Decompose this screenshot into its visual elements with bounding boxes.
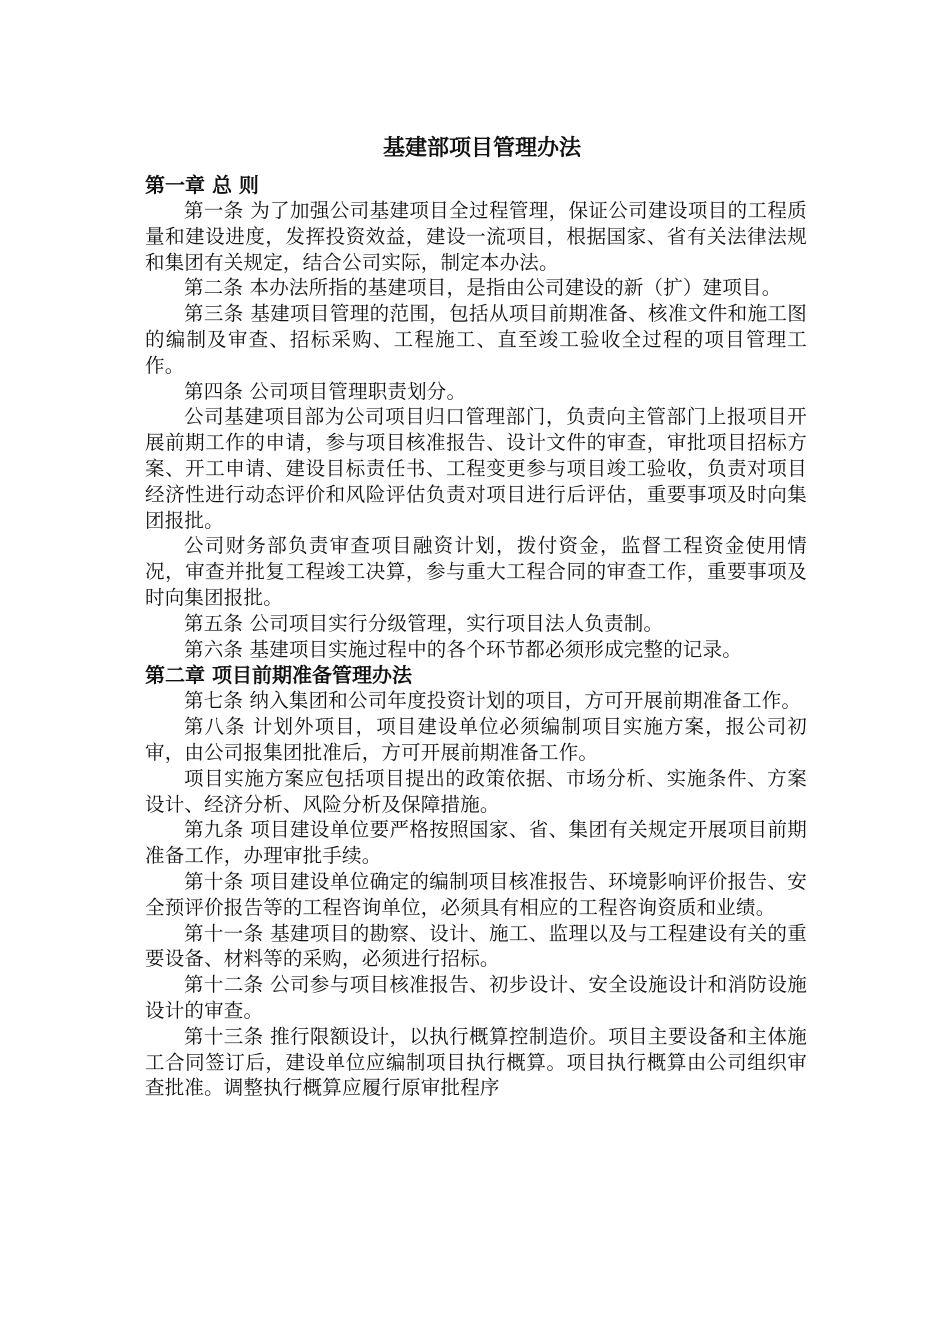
article-paragraph: 第二条 本办法所指的基建项目，是指由公司建设的新（扩）建项目。 [184,276,782,300]
article-paragraph: 第十二条 公司参与项目核准报告、初步设计、安全设施设计和消防设施设计的审查。 [145,973,807,1022]
article-paragraph: 第七条 纳入集团和公司年度投资计划的项目，方可开展前期准备工作。 [184,689,802,713]
document-title: 基建部项目管理办法 [382,136,581,161]
chapter-heading: 第一章 总 则 [145,173,259,197]
article-paragraph: 第九条 项目建设单位要严格按照国家、省、集团有关规定开展项目前期准备工作，办理审批手续。 [145,818,807,868]
document-body [145,172,807,1101]
article-paragraph: 第十条 项目建设单位确定的编制项目核准报告、环境影响评价报告、安全预评价报告等的工程咨询单位，必须具有相应的工程咨询资质和业绩。 [145,869,807,919]
chapter-heading: 第二章 项目前期准备管理办法 [145,663,412,688]
article-paragraph: 第五条 公司项目实行分级管理，实行项目法人负责制。 [184,611,664,635]
article-paragraph: 第三条 基建项目管理的范围，包括从项目前期准备、核准文件和施工图的编制及审查、招标采购、工程施工、直至竣工验收全过程的项目管理工作。 [145,302,807,377]
article-paragraph: 第八条 计划外项目，项目建设单位必须编制项目实施方案，报公司初审，由公司报集团批准后，方可开展前期准备工作。 [145,715,807,764]
article-paragraph: 第十一条 基建项目的勘察、设计、施工、监理以及与工程建设有关的重要设备、材料等的采购，必须进行招标。 [145,921,807,971]
article-paragraph: 第六条 基建项目实施过程中的各个环节都必须形成完整的记录。 [184,637,742,661]
article-paragraph: 第十三条 推行限额设计，以执行概算控制造价。项目主要设备和主体施工合同签订后，建设单位应编制项目执行概算。项目执行概算由公司组织审查批准。调整执行概算应履行原审批程序 [145,1024,807,1100]
article-paragraph: 项目实施方案应包括项目提出的政策依据、市场分析、实施条件、方案设计、经济分析、风险分析及保障措施。 [145,766,807,816]
article-paragraph: 公司财务部负责审查项目融资计划，拨付资金，监督工程资金使用情况，审查并批复工程竣工决算，参与重大工程合同的审查工作，重要事项及时向集团报批。 [145,534,807,609]
article-paragraph: 第四条 公司项目管理职责划分。 [184,379,467,403]
article-paragraph: 公司基建项目部为公司项目归口管理部门，负责向主管部门上报项目开展前期工作的申请，参与项目核准报告、设计文件的审查，审批项目招标方案、开工申请、建设目标责任书、工程变更参与项目竣工验收，负责对项目经济性进行动态评价和风险评估负责对项目进行后评估，重要事项及时向集团报批。 [145,405,807,532]
article-paragraph: 第一条 为了加强公司基建项目全过程管理，保证公司建设项目的工程质量和建设进度，发挥投资效益，建设一流项目，根据国家、省有关法律法规和集团有关规定，结合公司实际，制定本办法。 [145,199,807,274]
document-page [145,132,807,1101]
